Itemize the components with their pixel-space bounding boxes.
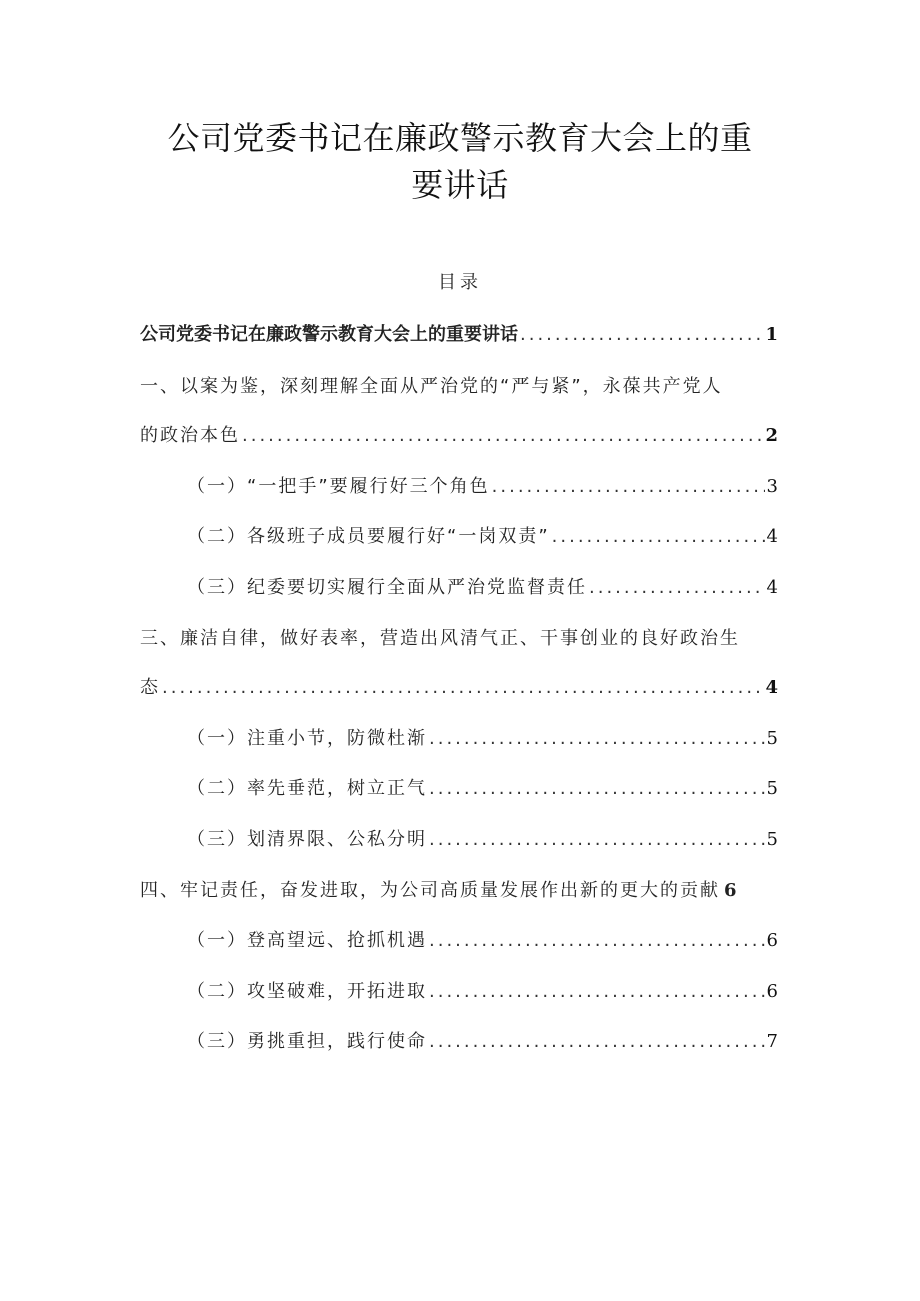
toc-entry-text: （一）“一把手”要履行好三个角色 <box>187 476 490 497</box>
toc-entry[interactable] <box>187 977 778 1005</box>
toc-entry[interactable] <box>187 724 778 752</box>
toc-entry[interactable] <box>140 320 778 348</box>
toc-entry-page: 5 <box>766 728 778 749</box>
toc-entry-page: 7 <box>766 1031 778 1052</box>
toc-entry-page: 1 <box>765 324 778 345</box>
toc-entry-text: 态 <box>140 677 160 698</box>
toc-entry-page: 4 <box>765 677 778 698</box>
toc-entry[interactable] <box>140 421 778 449</box>
toc-leader-dots <box>492 476 765 497</box>
toc-entry[interactable] <box>187 522 778 550</box>
toc-entry[interactable] <box>187 926 778 954</box>
toc-entry-text: （三）勇挑重担，践行使命 <box>187 1031 427 1052</box>
toc-entry-page: 2 <box>765 425 778 446</box>
toc-leader-dots <box>242 425 763 446</box>
toc-entry-text: （二）攻坚破难，开拓进取 <box>187 981 427 1002</box>
toc-leader-dots <box>429 728 765 749</box>
toc-entry-page: 5 <box>766 778 778 799</box>
toc-entry-page: 6 <box>724 880 739 901</box>
toc-entry[interactable] <box>140 876 778 902</box>
toc-leader-dots <box>429 1031 765 1052</box>
toc-leader-dots <box>589 577 765 598</box>
toc-entry[interactable] <box>187 774 778 802</box>
toc-leader-dots <box>520 324 763 345</box>
toc-entry-text: 公司党委书记在廉政警示教育大会上的重要讲话 <box>140 324 518 345</box>
toc-leader-dots <box>429 981 765 1002</box>
toc-leader-dots <box>162 677 763 698</box>
toc-entry-text: （三）纪委要切实履行全面从严治党监督责任 <box>187 577 587 598</box>
toc-entry[interactable] <box>187 573 778 601</box>
toc-entry-page: 6 <box>766 930 778 951</box>
toc-entry[interactable] <box>187 1027 778 1055</box>
toc-leader-dots <box>429 829 765 850</box>
toc-entry-page: 4 <box>766 526 778 547</box>
toc-entry-page: 3 <box>766 476 778 497</box>
document-title-line1: 公司党委书记在廉政警示教育大会上的重 <box>167 119 753 157</box>
toc-entry-text: （一）登高望远、抢抓机遇 <box>187 930 427 951</box>
toc-entry-text: （二）各级班子成员要履行好“一岗双责” <box>187 526 550 547</box>
toc-entry-text: （二）率先垂范，树立正气 <box>187 778 427 799</box>
toc-leader-dots <box>429 778 765 799</box>
toc-entry[interactable] <box>187 825 778 853</box>
toc-entry-text: 四、牢记责任，奋发进取，为公司高质量发展作出新的更大的贡献 <box>140 880 720 901</box>
toc-entry-page: 4 <box>766 577 778 598</box>
toc-entry-text: （一）注重小节，防微杜渐 <box>187 728 427 749</box>
document-title-line2: 要讲话 <box>411 166 509 204</box>
toc-entry[interactable] <box>140 673 778 701</box>
toc-leader-dots <box>429 930 765 951</box>
toc-entry-text: 的政治本色 <box>140 425 240 446</box>
toc-entry-page: 5 <box>766 829 778 850</box>
toc-leader-dots <box>552 526 765 547</box>
toc-entry-text: （三）划清界限、公私分明 <box>187 829 427 850</box>
toc-entry-page: 6 <box>766 981 778 1002</box>
toc-heading: 目录 <box>438 272 482 293</box>
toc-entry[interactable] <box>187 472 778 500</box>
toc-entry-line1[interactable]: 三、廉洁自律，做好表率，营造出风清气正、干事创业的良好政治生 <box>140 628 740 649</box>
toc-entry-line1[interactable]: 一、以案为鉴，深刻理解全面从严治党的“严与紧”，永葆共产党人 <box>140 376 723 397</box>
